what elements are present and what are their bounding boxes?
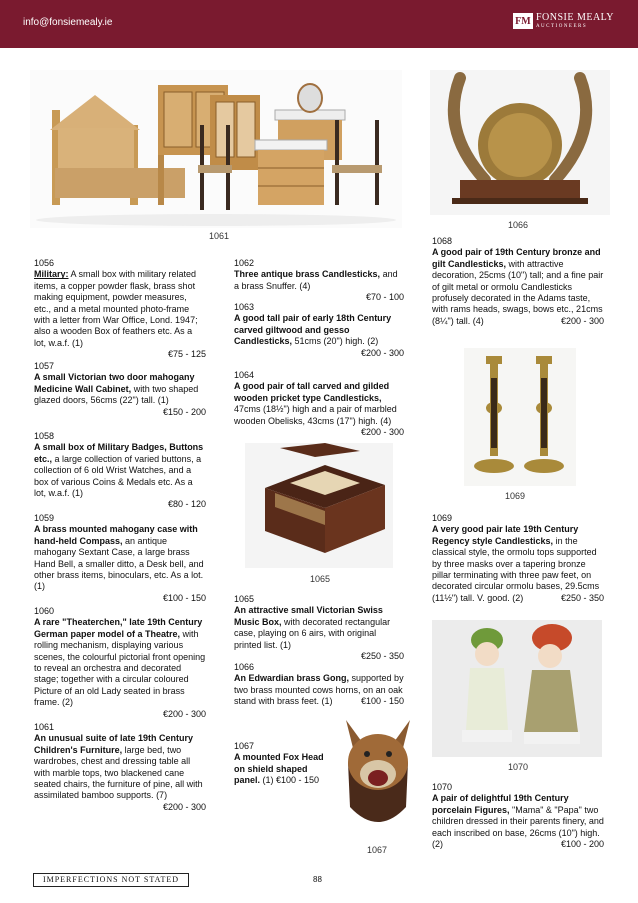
lot-title: A small box of Military Badges, Buttons etc., xyxy=(34,442,204,464)
lot-estimate: €80 - 120 xyxy=(167,499,206,510)
lot-number: 1063 xyxy=(234,302,255,312)
lot-1063 xyxy=(234,302,404,359)
lot-description: A small box with military related items, a copper powder flask, brass shot making equipment, powder measures, etc., and a metal mounted photo-frame with a letter from War Office, Lond. 1947; also a wooden Box of feathers etc. As a lot, w.a.f. (1) xyxy=(34,269,198,348)
lot-description: with decorated rectangular case, playing on 6 airs, with original printed list. (1) xyxy=(234,616,391,650)
lot-number: 1067 xyxy=(234,741,255,751)
auction-house-logo xyxy=(513,13,614,29)
photo-caption-1067: 1067 xyxy=(367,845,388,855)
lot-description: 47cms (18½") high and a pair of marbled wooden Obelisks, 43cms (17") high. (4) xyxy=(234,404,397,426)
lot-title: A good pair of tall carved and gilded wooden pricket type Candlesticks, xyxy=(234,381,390,403)
lot-number: 1061 xyxy=(34,722,55,732)
lot-estimate: €75 - 125 xyxy=(167,349,206,360)
lot-title: A pair of delightful 19th Century porcelain Figures, xyxy=(432,793,569,815)
photo-lot-1070 xyxy=(432,620,602,757)
lot-description: 51cms (20") high. (2) xyxy=(292,336,379,347)
lot-1058 xyxy=(34,431,206,511)
lot-number: 1060 xyxy=(34,606,55,616)
lot-title: An unusual suite of late 19th Century Children's Furniture, xyxy=(34,733,194,755)
lot-estimate: €200 - 300 xyxy=(360,427,404,438)
lot-estimate: €100 - 150 xyxy=(276,775,320,786)
lot-title: A very good pair late 19th Century Regency style Candlesticks, xyxy=(432,524,579,546)
lot-estimate: €200 - 300 xyxy=(560,315,604,326)
page-number: 88 xyxy=(313,875,322,884)
lot-1057 xyxy=(34,361,206,418)
lot-number: 1056 xyxy=(34,258,55,268)
contact-email[interactable]: info@fonsiemealy.ie xyxy=(23,17,113,28)
lot-estimate: €250 - 350 xyxy=(560,592,604,603)
lot-number: 1069 xyxy=(432,513,453,523)
lot-estimate: €150 - 200 xyxy=(162,406,206,417)
lot-estimate: €100 - 200 xyxy=(560,839,604,850)
photo-caption-1061: 1061 xyxy=(209,231,230,241)
lot-1068 xyxy=(432,236,604,327)
lot-estimate: €200 - 300 xyxy=(162,708,206,719)
lot-description: (1) xyxy=(260,775,274,786)
lot-estimate: €200 - 300 xyxy=(162,801,206,812)
lot-number: 1059 xyxy=(34,513,55,523)
lot-number: 1058 xyxy=(34,431,55,441)
lot-number: 1070 xyxy=(432,782,453,792)
lot-description: an antique mahogany Sextant Case, a large brass Hand Bell, a smaller ditto, a Desk bell, and other brass items, binoculars, etc. As a lot. (1) xyxy=(34,535,204,592)
lot-title: A good pair of 19th Century bronze and gilt Candlesticks, xyxy=(432,247,601,269)
photo-lot-1061 xyxy=(30,70,402,228)
photo-caption-1070: 1070 xyxy=(508,762,529,772)
photo-caption-1065: 1065 xyxy=(310,574,331,584)
photo-caption-1069: 1069 xyxy=(505,491,526,501)
lot-estimate: €250 - 350 xyxy=(360,651,404,662)
lot-description: with attractive decoration, 25cms (10") tall; and a fine pair of gilt metal or ormolu Candlesticks profusely decorated in the Adams taste, with rams heads, swags, bows etc., 21cms (8¼") tall. (4) xyxy=(432,258,604,326)
lot-number: 1066 xyxy=(234,662,255,672)
lot-number: 1068 xyxy=(432,236,453,246)
lot-description: a large collection of varied buttons, a collection of 6 old Wrist Watches, and a box of various Coins & Medals etc. As a lot, w.a.f. (1) xyxy=(34,453,202,499)
lot-1059 xyxy=(34,513,206,604)
lot-description: supported by two brass mounted cows horns, on an oak stand with brass feet. (1) xyxy=(234,673,404,707)
lot-title: An attractive small Victorian Swiss Music Box, xyxy=(234,605,383,627)
photo-lot-1065 xyxy=(245,443,393,568)
lot-description: with two shaped glazed doors, 56cms (22") tall. (1) xyxy=(34,383,199,406)
lot-1067 xyxy=(234,741,332,787)
lot-title: A small Victorian two door mahogany Medicine Wall Cabinet, xyxy=(34,372,195,394)
lot-1062 xyxy=(234,258,404,304)
lot-description: "Mama" & "Papa" two children dressed in their parents finery, and each inscribed on base, 26cms (10") high. (2) xyxy=(432,804,604,850)
lot-number: 1064 xyxy=(234,370,255,380)
lot-number: 1057 xyxy=(34,361,55,371)
photo-lot-1066 xyxy=(430,70,610,215)
logo-mark: FM xyxy=(513,13,533,29)
lot-title: An Edwardian brass Gong, xyxy=(234,673,350,684)
lot-estimate: €100 - 150 xyxy=(162,592,206,603)
lot-1069 xyxy=(432,513,604,604)
lot-1065 xyxy=(234,594,404,662)
lot-title: A good tall pair of early 18th Century carved giltwood and gesso Candlesticks, xyxy=(234,313,392,347)
lot-title: Military: xyxy=(34,269,69,280)
disclaimer-box: IMPERFECTIONS NOT STATED xyxy=(33,873,189,887)
lot-1060 xyxy=(34,606,206,720)
photo-lot-1067 xyxy=(334,712,422,840)
lot-1056 xyxy=(34,258,206,361)
photo-lot-1069 xyxy=(464,348,576,486)
lot-1070 xyxy=(432,782,604,850)
lot-number: 1065 xyxy=(234,594,255,604)
logo-name: FONSIE MEALY xyxy=(535,12,614,23)
lot-description: with rolling mechanism, displaying various scenes, the colourful pictorial front opening to reveal an orchestra and decorated stage; together with a circular coloured Picture of an old Lady seated in brass frame. (2) xyxy=(34,628,206,708)
lot-title: A brass mounted mahogany case with hand-held Compass, xyxy=(34,524,198,546)
lot-1066 xyxy=(234,662,404,708)
lot-1064 xyxy=(234,370,404,438)
lot-description: and a brass Snuffer. (4) xyxy=(234,269,398,291)
lot-estimate: €200 - 300 xyxy=(360,347,404,358)
lot-title: A rare "Theaterchen," late 19th Century German paper model of a Theatre, xyxy=(34,617,203,639)
page-header xyxy=(0,0,638,48)
lot-estimate: €70 - 100 xyxy=(365,292,404,303)
logo-subtitle: AUCTIONEERS xyxy=(535,24,588,29)
photo-caption-1066: 1066 xyxy=(508,220,529,230)
lot-number: 1062 xyxy=(234,258,255,268)
lot-description: large bed, two wardrobes, chest and dressing table all with marble tops, two blackened cane seated chairs, the furniture of pine, all with assimilated bamboo supports. (7) xyxy=(34,744,203,801)
lot-1061 xyxy=(34,722,206,813)
lot-estimate: €100 - 150 xyxy=(360,696,404,707)
lot-title: Three antique brass Candlesticks, xyxy=(234,269,381,280)
lot-title: A mounted Fox Head on shield shaped panel. xyxy=(234,752,324,786)
lot-description: in the classical style, the ormolu tops supported by three masks over a tapering bronze pillar terminating with three paw feet, on decorated circular ormolu bases, 29.5cms (11½") tall. V. good. (2) xyxy=(432,535,600,603)
